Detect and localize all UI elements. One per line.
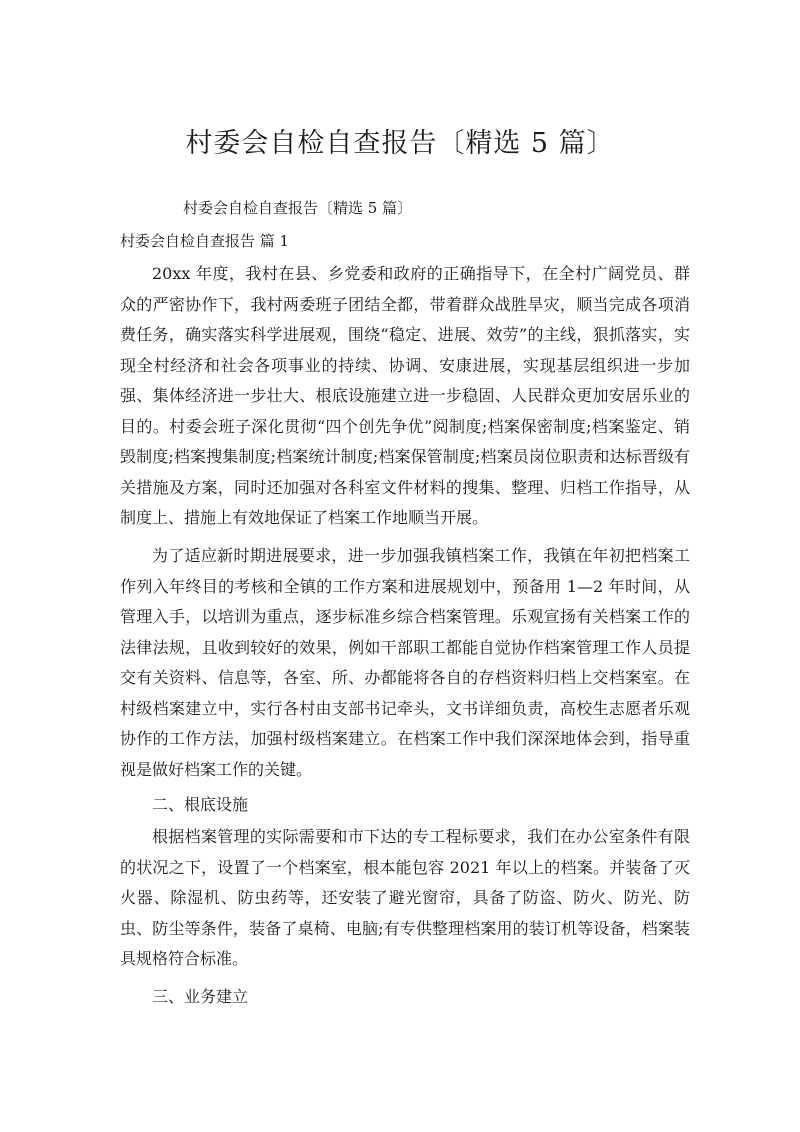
heading-business-building: 三、业务建立 [152, 987, 249, 1006]
document-subtitle: 村委会自检自查报告〔精选 5 篇〕 [183, 199, 413, 217]
document-title: 村委会自检自查报告〔精选 5 篇〕 [185, 128, 615, 159]
paragraph-1: 20xx 年度，我村在县、乡党委和政府的正确指导下，在全村广阔党员、群众的严密协作下，我村两委班子团结全都，带着群众战胜旱灾，顺当完成各项消费任务，确实落实科学进展观，围绕“稳定、进展、效劳”的主线，狠抓落实，实现全村经济和社会各项事业的持续、协调、安康进展，实现基层组织进一步加强、集体经济进一步壮大、根底设施建立进一步稳固、人民群众更加安居乐业的目的。村委会班子深化贯彻“四个创先争优”阅制度;档案保密制度;档案鉴定、销毁制度;档案搜集制度;档案统计制度;档案保管制度;档案员岗位职责和达标晋级有关措施及方案，同时还加强对各科室文件材料的搜集、整理、归档工作指导，从制度上、措施上有效地保证了档案工作地顺当开展。 [120, 264, 690, 527]
paragraph-2: 为了适应新时期进展要求，进一步加强我镇档案工作，我镇在年初把档案工作列入年终目的考核和全镇的工作方案和进展规划中，预备用 1—2 年时间，从管理入手，以培训为重点，逐步标准乡综合档案管理。乐观宣扬有关档案工作的法律法规，且收到较好的效果，例如干部职工都能自觉协作档案管理工作人员提交有关资料、信息等，各室、所、办都能将各自的存档资料归档上交档案室。在村级档案建立中，实行各村由支部书记牵头，文书详细负责，高校生志愿者乐观协作的工作方法，加强村级档案建立。在档案工作中我们深深地体会到，指导重视是做好档案工作的关键。 [120, 546, 690, 779]
paragraph-3: 根据档案管理的实际需要和市下达的专工程标要求，我们在办公室条件有限的状况之下，设置了一个档案室，根本能包容 2021 年以上的档案。并装备了灭火器、除湿机、防虫药等，还安装了避光窗帘，具备了防盗、防火、防光、防虫、防尘等条件，装备了桌椅、电脑;有专供整理档案用的装订机等设备，档案装具规格符合标准。 [120, 827, 690, 968]
heading-infrastructure: 二、根底设施 [152, 795, 249, 814]
section-heading: 村委会自检自查报告 篇 1 [120, 232, 290, 250]
